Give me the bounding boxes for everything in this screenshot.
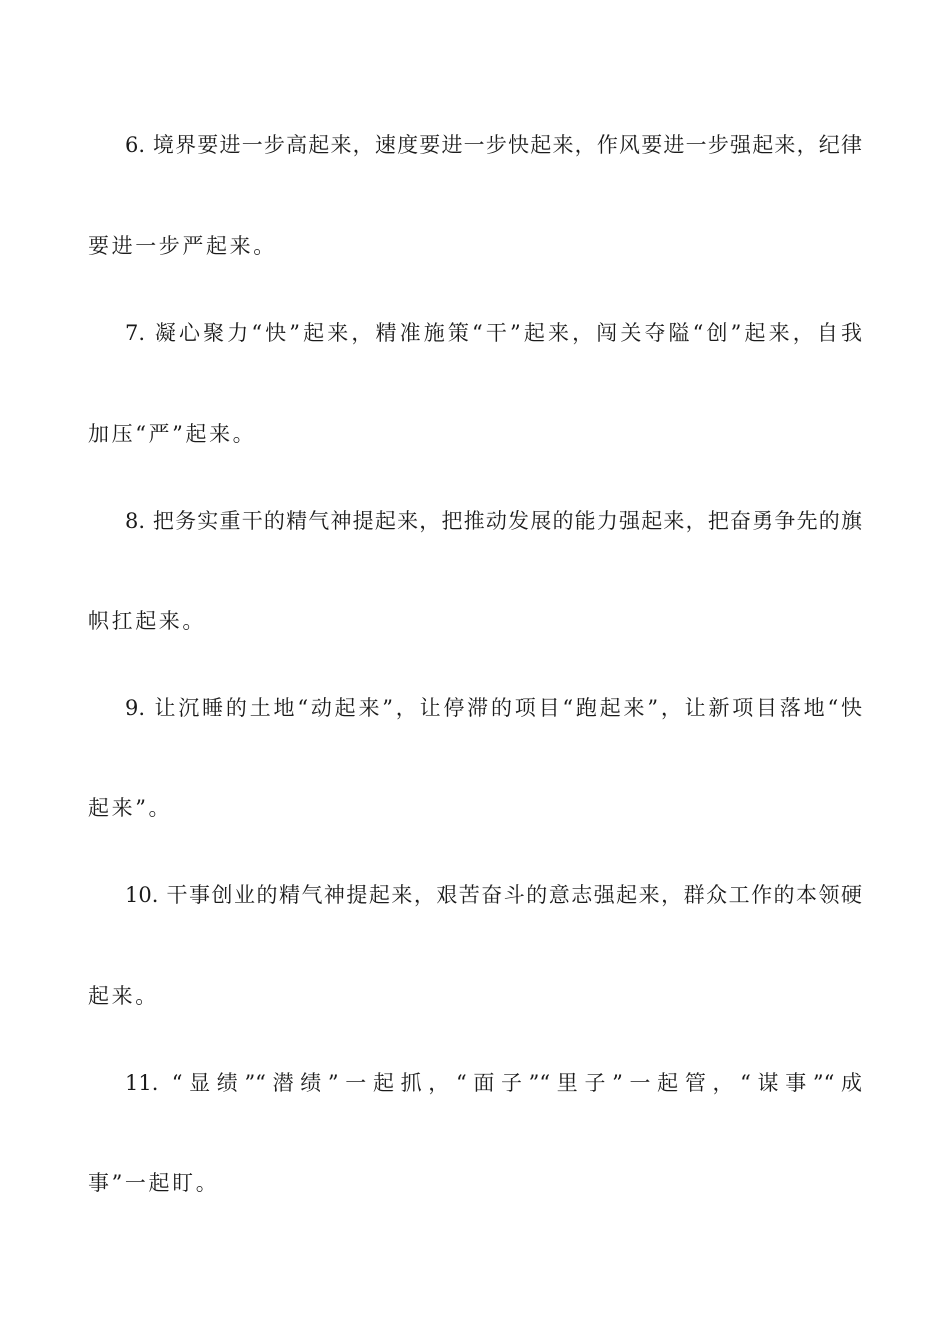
paragraph-line-1: 11. “显绩”“潜绩”一起抓，“面子”“里子”一起管，“谋事”“成 — [125, 1071, 862, 1095]
paragraph-line-2: 帜扛起来。 — [88, 609, 206, 633]
paragraph-line-2: 要进一步严起来。 — [88, 234, 277, 258]
paragraph-line-1: 9. 让沉睡的土地“动起来”，让停滞的项目“跑起来”，让新项目落地“快 — [125, 696, 862, 720]
paragraph-line-1: 7. 凝心聚力“快”起来，精准施策“干”起来，闯关夺隘“创”起来，自我 — [125, 321, 862, 345]
paragraph-line-2: 事”一起盯。 — [88, 1171, 220, 1195]
paragraph-line-1: 8. 把务实重干的精气神提起来，把推动发展的能力强起来，把奋勇争先的旗 — [125, 509, 862, 533]
paragraph-line-2: 加压“严”起来。 — [88, 422, 257, 446]
paragraph-line-2: 起来”。 — [88, 796, 173, 820]
paragraph-line-2: 起来。 — [88, 984, 159, 1008]
paragraph-line-1: 6. 境界要进一步高起来，速度要进一步快起来，作风要进一步强起来，纪律 — [125, 133, 862, 157]
paragraph-line-1: 10. 干事创业的精气神提起来，艰苦奋斗的意志强起来，群众工作的本领硬 — [125, 883, 862, 907]
